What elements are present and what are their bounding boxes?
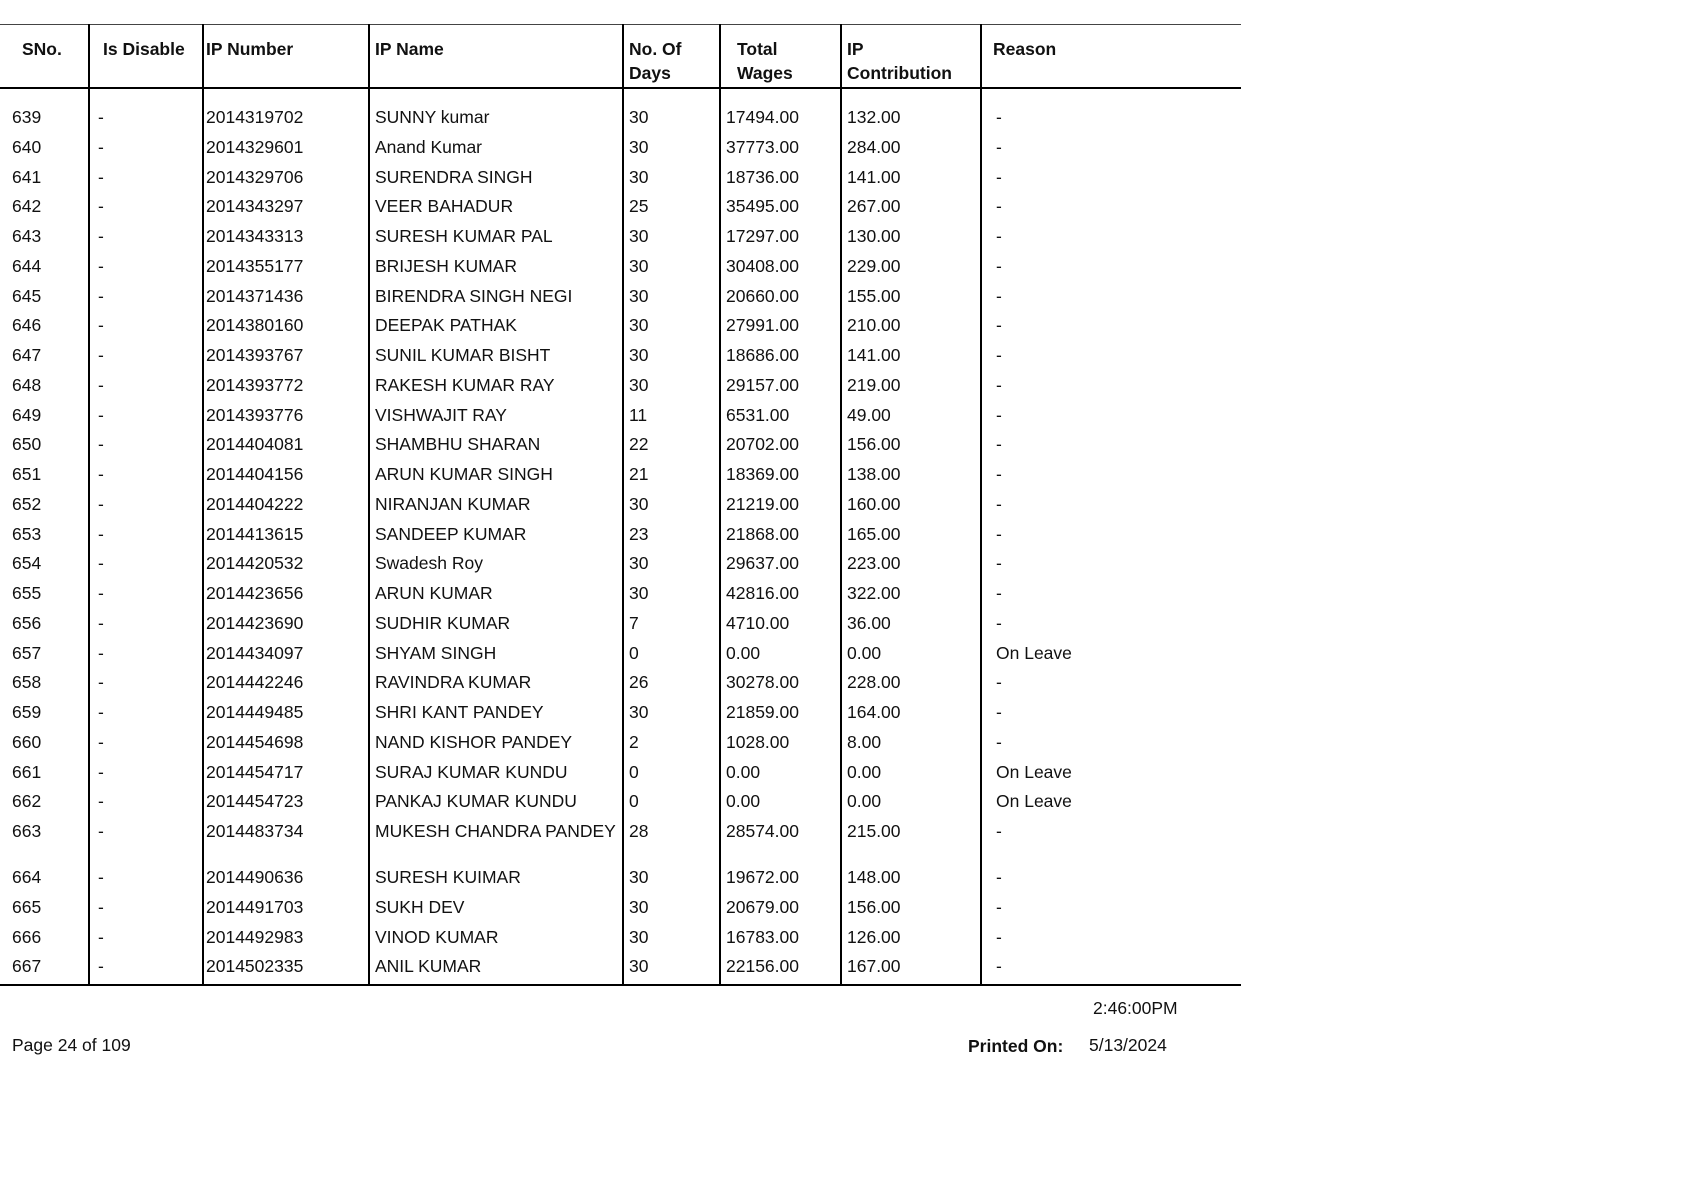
cell-is-disable: - xyxy=(89,761,203,791)
cell-ip-name: ANIL KUMAR xyxy=(369,955,623,985)
cell-ip-name: SUDHIR KUMAR xyxy=(369,612,623,642)
cell-ip-name: SURESH KUIMAR xyxy=(369,866,623,896)
cell-sno: 661 xyxy=(12,761,42,782)
cell-ip-name: SURESH KUMAR PAL xyxy=(369,225,623,255)
cell-total-wages: 17494.00 xyxy=(720,106,841,136)
cell-ip-name: SUNIL KUMAR BISHT xyxy=(369,344,623,374)
print-time: 2:46:00PM xyxy=(1093,998,1178,1018)
cell-reason: - xyxy=(981,820,1241,866)
cell-reason: - xyxy=(981,285,1241,315)
cell-sno: 644 xyxy=(12,255,42,276)
cell-ip-name: SUKH DEV xyxy=(369,896,623,926)
spacer-cell xyxy=(89,88,203,106)
cell-ip-name: PANKAJ KUMAR KUNDU xyxy=(369,790,623,820)
cell-sno: 666 xyxy=(12,926,42,947)
cell-reason: - xyxy=(981,612,1241,642)
cell-ip-name: SUNNY kumar xyxy=(369,106,623,136)
cell-total-wages: 28574.00 xyxy=(720,820,841,866)
cell-ip-contribution: 223.00 xyxy=(841,552,981,582)
cell-reason: - xyxy=(981,225,1241,255)
cell-no-of-days: 30 xyxy=(623,701,720,731)
cell-ip-number: 2014329706 xyxy=(203,166,369,196)
cell-no-of-days: 11 xyxy=(623,404,720,434)
cell-ip-contribution: 141.00 xyxy=(841,344,981,374)
cell-no-of-days: 21 xyxy=(623,463,720,493)
cell-total-wages: 20679.00 xyxy=(720,896,841,926)
cell-ip-contribution: 0.00 xyxy=(841,790,981,820)
cell-ip-name: BRIJESH KUMAR xyxy=(369,255,623,285)
cell-ip-name: SHYAM SINGH xyxy=(369,642,623,672)
cell-total-wages: 22156.00 xyxy=(720,955,841,985)
cell-ip-name: SURAJ KUMAR KUNDU xyxy=(369,761,623,791)
cell-no-of-days: 30 xyxy=(623,106,720,136)
cell-ip-contribution: 0.00 xyxy=(841,642,981,672)
cell-total-wages: 19672.00 xyxy=(720,866,841,896)
cell-is-disable: - xyxy=(89,166,203,196)
cell-sno: 641 xyxy=(12,166,42,187)
cell-ip-number: 2014454723 xyxy=(203,790,369,820)
cell-total-wages: 0.00 xyxy=(720,761,841,791)
table-row xyxy=(0,671,1241,701)
cell-ip-contribution: 138.00 xyxy=(841,463,981,493)
cell-ip-name: SHRI KANT PANDEY xyxy=(369,701,623,731)
cell-is-disable: - xyxy=(89,820,203,866)
cell-total-wages: 21859.00 xyxy=(720,701,841,731)
cell-ip-contribution: 132.00 xyxy=(841,106,981,136)
cell-ip-name: SANDEEP KUMAR xyxy=(369,523,623,553)
cell-total-wages: 21219.00 xyxy=(720,493,841,523)
cell-reason: - xyxy=(981,166,1241,196)
table-row xyxy=(0,463,1241,493)
spacer-cell xyxy=(203,88,369,106)
cell-sno: 650 xyxy=(12,434,42,455)
table-row xyxy=(0,166,1241,196)
cell-sno: 639 xyxy=(12,107,42,127)
cell-is-disable: - xyxy=(89,701,203,731)
cell-ip-number: 2014434097 xyxy=(203,642,369,672)
cell-ip-contribution: 36.00 xyxy=(841,612,981,642)
cell-is-disable: - xyxy=(89,552,203,582)
table-row xyxy=(0,106,1241,136)
cell-ip-name: SURENDRA SINGH xyxy=(369,166,623,196)
cell-reason: On Leave xyxy=(981,790,1241,820)
cell-sno: 648 xyxy=(12,374,42,395)
cell-sno: 646 xyxy=(12,315,42,336)
cell-ip-number: 2014393776 xyxy=(203,404,369,434)
cell-is-disable: - xyxy=(89,866,203,896)
cell-is-disable: - xyxy=(89,285,203,315)
cell-ip-contribution: 167.00 xyxy=(841,955,981,985)
cell-total-wages: 30278.00 xyxy=(720,671,841,701)
cell-no-of-days: 0 xyxy=(623,761,720,791)
cell-no-of-days: 0 xyxy=(623,642,720,672)
cell-ip-number: 2014404222 xyxy=(203,493,369,523)
cell-total-wages: 20660.00 xyxy=(720,285,841,315)
cell-is-disable: - xyxy=(89,106,203,136)
cell-no-of-days: 30 xyxy=(623,136,720,166)
cell-total-wages: 17297.00 xyxy=(720,225,841,255)
cell-sno: 659 xyxy=(12,702,42,722)
cell-is-disable: - xyxy=(89,463,203,493)
cell-no-of-days: 30 xyxy=(623,225,720,255)
header-days-line1: No. Of xyxy=(629,39,682,59)
cell-ip-number: 2014404081 xyxy=(203,433,369,463)
header-no-of-days xyxy=(623,25,720,89)
cell-no-of-days: 30 xyxy=(623,314,720,344)
cell-ip-number: 2014343313 xyxy=(203,225,369,255)
cell-ip-contribution: 8.00 xyxy=(841,731,981,761)
table-row xyxy=(0,642,1241,672)
cell-total-wages: 18736.00 xyxy=(720,166,841,196)
cell-reason: - xyxy=(981,731,1241,761)
cell-no-of-days: 2 xyxy=(623,731,720,761)
cell-no-of-days: 23 xyxy=(623,523,720,553)
cell-ip-number: 2014413615 xyxy=(203,523,369,553)
cell-no-of-days: 30 xyxy=(623,374,720,404)
contribution-table xyxy=(0,24,1241,986)
cell-ip-contribution: 228.00 xyxy=(841,671,981,701)
cell-no-of-days: 30 xyxy=(623,866,720,896)
cell-is-disable: - xyxy=(89,790,203,820)
cell-is-disable: - xyxy=(89,404,203,434)
cell-ip-contribution: 0.00 xyxy=(841,761,981,791)
cell-is-disable: - xyxy=(89,433,203,463)
cell-ip-contribution: 219.00 xyxy=(841,374,981,404)
header-wages-line1: Total xyxy=(737,39,778,59)
cell-is-disable: - xyxy=(89,955,203,985)
cell-reason: - xyxy=(981,926,1241,956)
cell-is-disable: - xyxy=(89,926,203,956)
cell-reason: - xyxy=(981,866,1241,896)
cell-total-wages: 42816.00 xyxy=(720,582,841,612)
spacer-cell xyxy=(623,88,720,106)
cell-no-of-days: 30 xyxy=(623,955,720,985)
page-number: Page 24 of 109 xyxy=(12,1035,131,1055)
cell-no-of-days: 25 xyxy=(623,195,720,225)
table-row xyxy=(0,612,1241,642)
cell-sno: 667 xyxy=(12,956,42,977)
header-sno: SNo. xyxy=(22,39,62,59)
cell-is-disable: - xyxy=(89,136,203,166)
cell-is-disable: - xyxy=(89,731,203,761)
header-contribution-line1: IP xyxy=(847,39,864,59)
cell-reason: - xyxy=(981,896,1241,926)
cell-total-wages: 16783.00 xyxy=(720,926,841,956)
table-row xyxy=(0,433,1241,463)
cell-sno: 643 xyxy=(12,226,42,246)
cell-is-disable: - xyxy=(89,344,203,374)
cell-reason: - xyxy=(981,404,1241,434)
cell-no-of-days: 28 xyxy=(623,820,720,866)
cell-no-of-days: 26 xyxy=(623,671,720,701)
cell-total-wages: 29157.00 xyxy=(720,374,841,404)
table-row xyxy=(0,136,1241,166)
cell-ip-number: 2014393767 xyxy=(203,344,369,374)
cell-is-disable: - xyxy=(89,612,203,642)
header-total-wages xyxy=(720,25,841,89)
cell-reason: On Leave xyxy=(981,761,1241,791)
printed-on-date: 5/13/2024 xyxy=(1089,1035,1167,1055)
cell-reason: - xyxy=(981,523,1241,553)
table-row xyxy=(0,493,1241,523)
cell-no-of-days: 30 xyxy=(623,552,720,582)
table-row xyxy=(0,404,1241,434)
cell-ip-number: 2014502335 xyxy=(203,955,369,985)
cell-no-of-days: 0 xyxy=(623,790,720,820)
spacer-cell xyxy=(841,88,981,106)
cell-ip-name: VEER BAHADUR xyxy=(369,195,623,225)
cell-sno: 660 xyxy=(12,731,42,752)
cell-sno: 640 xyxy=(12,136,42,157)
cell-no-of-days: 30 xyxy=(623,255,720,285)
cell-ip-name: VISHWAJIT RAY xyxy=(369,404,623,434)
cell-ip-number: 2014423656 xyxy=(203,582,369,612)
cell-is-disable: - xyxy=(89,314,203,344)
cell-sno: 664 xyxy=(12,867,42,887)
cell-sno: 642 xyxy=(12,196,42,217)
cell-ip-contribution: 267.00 xyxy=(841,195,981,225)
cell-ip-name: Anand Kumar xyxy=(369,136,623,166)
header-is-disable: Is Disable xyxy=(89,25,203,89)
cell-total-wages: 30408.00 xyxy=(720,255,841,285)
cell-sno: 658 xyxy=(12,672,42,693)
cell-is-disable: - xyxy=(89,374,203,404)
table-row xyxy=(0,790,1241,820)
header-ip-contribution xyxy=(841,25,981,89)
cell-sno: 651 xyxy=(12,464,42,484)
cell-sno: 645 xyxy=(12,285,42,306)
header-days-line2: Days xyxy=(629,63,671,83)
cell-ip-number: 2014454698 xyxy=(203,731,369,761)
table-row xyxy=(0,523,1241,553)
cell-total-wages: 20702.00 xyxy=(720,433,841,463)
cell-is-disable: - xyxy=(89,642,203,672)
table-row xyxy=(0,582,1241,612)
cell-ip-number: 2014454717 xyxy=(203,761,369,791)
cell-sno: 647 xyxy=(12,345,42,365)
cell-total-wages: 35495.00 xyxy=(720,195,841,225)
cell-no-of-days: 30 xyxy=(623,493,720,523)
ip-contribution-report xyxy=(0,24,1241,986)
cell-total-wages: 4710.00 xyxy=(720,612,841,642)
cell-ip-name: BIRENDRA SINGH NEGI xyxy=(369,285,623,315)
table-row xyxy=(0,314,1241,344)
cell-ip-name: VINOD KUMAR xyxy=(369,926,623,956)
cell-reason: - xyxy=(981,106,1241,136)
table-row xyxy=(0,195,1241,225)
cell-sno: 652 xyxy=(12,493,42,514)
table-row xyxy=(0,761,1241,791)
cell-reason: - xyxy=(981,493,1241,523)
cell-reason: - xyxy=(981,433,1241,463)
cell-total-wages: 27991.00 xyxy=(720,314,841,344)
table-row xyxy=(0,926,1241,956)
cell-ip-name: RAKESH KUMAR RAY xyxy=(369,374,623,404)
cell-no-of-days: 30 xyxy=(623,285,720,315)
cell-is-disable: - xyxy=(89,896,203,926)
header-spacer-row xyxy=(0,88,1241,106)
table-row xyxy=(0,731,1241,761)
spacer-cell xyxy=(369,88,623,106)
spacer-cell xyxy=(720,88,841,106)
table-row xyxy=(0,896,1241,926)
cell-ip-contribution: 156.00 xyxy=(841,433,981,463)
cell-is-disable: - xyxy=(89,195,203,225)
cell-ip-number: 2014371436 xyxy=(203,285,369,315)
cell-total-wages: 18369.00 xyxy=(720,463,841,493)
cell-ip-number: 2014491703 xyxy=(203,896,369,926)
cell-ip-number: 2014449485 xyxy=(203,701,369,731)
header-reason: Reason xyxy=(981,25,1241,89)
table-header xyxy=(0,25,1241,89)
cell-total-wages: 29637.00 xyxy=(720,552,841,582)
cell-sno: 662 xyxy=(12,791,42,812)
cell-ip-number: 2014442246 xyxy=(203,671,369,701)
cell-ip-contribution: 229.00 xyxy=(841,255,981,285)
cell-is-disable: - xyxy=(89,523,203,553)
table-row xyxy=(0,344,1241,374)
cell-sno: 649 xyxy=(12,404,42,425)
cell-ip-number: 2014492983 xyxy=(203,926,369,956)
table-row xyxy=(0,820,1241,866)
cell-sno: 657 xyxy=(12,642,42,663)
cell-ip-contribution: 284.00 xyxy=(841,136,981,166)
cell-total-wages: 0.00 xyxy=(720,642,841,672)
cell-ip-contribution: 164.00 xyxy=(841,701,981,731)
cell-is-disable: - xyxy=(89,671,203,701)
cell-total-wages: 0.00 xyxy=(720,790,841,820)
cell-total-wages: 18686.00 xyxy=(720,344,841,374)
cell-ip-name: ARUN KUMAR xyxy=(369,582,623,612)
cell-ip-number: 2014329601 xyxy=(203,136,369,166)
cell-reason: - xyxy=(981,255,1241,285)
cell-total-wages: 37773.00 xyxy=(720,136,841,166)
cell-ip-number: 2014490636 xyxy=(203,866,369,896)
cell-ip-contribution: 126.00 xyxy=(841,926,981,956)
cell-ip-name: MUKESH CHANDRA PANDEY xyxy=(369,820,623,866)
cell-ip-name: RAVINDRA KUMAR xyxy=(369,671,623,701)
header-ip-number: IP Number xyxy=(203,25,369,89)
cell-is-disable: - xyxy=(89,493,203,523)
table-body xyxy=(0,88,1241,985)
cell-no-of-days: 30 xyxy=(623,582,720,612)
cell-reason: - xyxy=(981,701,1241,731)
cell-no-of-days: 7 xyxy=(623,612,720,642)
cell-ip-name: NAND KISHOR PANDEY xyxy=(369,731,623,761)
table-row xyxy=(0,374,1241,404)
table-row xyxy=(0,955,1241,985)
cell-ip-name: ARUN KUMAR SINGH xyxy=(369,463,623,493)
cell-ip-name: NIRANJAN KUMAR xyxy=(369,493,623,523)
cell-sno: 665 xyxy=(12,896,42,917)
cell-total-wages: 1028.00 xyxy=(720,731,841,761)
cell-sno: 656 xyxy=(12,612,42,633)
cell-reason: - xyxy=(981,463,1241,493)
cell-ip-contribution: 156.00 xyxy=(841,896,981,926)
header-contribution-line2: Contribution xyxy=(847,63,952,83)
cell-ip-contribution: 210.00 xyxy=(841,314,981,344)
cell-ip-contribution: 160.00 xyxy=(841,493,981,523)
cell-ip-name: Swadesh Roy xyxy=(369,552,623,582)
cell-reason: - xyxy=(981,552,1241,582)
cell-ip-number: 2014393772 xyxy=(203,374,369,404)
cell-reason: - xyxy=(981,136,1241,166)
spacer-cell xyxy=(0,88,89,106)
cell-ip-number: 2014404156 xyxy=(203,463,369,493)
header-ip-name: IP Name xyxy=(369,25,623,89)
cell-ip-number: 2014420532 xyxy=(203,552,369,582)
cell-sno: 654 xyxy=(12,553,42,574)
cell-reason: - xyxy=(981,955,1241,985)
spacer-cell xyxy=(981,88,1241,106)
cell-total-wages: 21868.00 xyxy=(720,523,841,553)
cell-sno: 653 xyxy=(12,523,42,544)
printed-on-label: Printed On: xyxy=(968,1036,1064,1056)
cell-ip-number: 2014343297 xyxy=(203,195,369,225)
cell-reason: - xyxy=(981,582,1241,612)
cell-ip-contribution: 141.00 xyxy=(841,166,981,196)
cell-no-of-days: 30 xyxy=(623,166,720,196)
cell-ip-contribution: 322.00 xyxy=(841,582,981,612)
cell-ip-contribution: 49.00 xyxy=(841,404,981,434)
cell-ip-name: DEEPAK PATHAK xyxy=(369,314,623,344)
cell-reason: - xyxy=(981,314,1241,344)
cell-reason: - xyxy=(981,671,1241,701)
cell-total-wages: 6531.00 xyxy=(720,404,841,434)
cell-no-of-days: 30 xyxy=(623,344,720,374)
cell-ip-number: 2014355177 xyxy=(203,255,369,285)
cell-sno: 663 xyxy=(12,821,42,841)
cell-no-of-days: 30 xyxy=(623,896,720,926)
cell-reason: - xyxy=(981,195,1241,225)
cell-reason: - xyxy=(981,344,1241,374)
cell-ip-number: 2014319702 xyxy=(203,106,369,136)
cell-sno: 655 xyxy=(12,583,42,603)
cell-no-of-days: 22 xyxy=(623,433,720,463)
cell-ip-contribution: 165.00 xyxy=(841,523,981,553)
table-row xyxy=(0,285,1241,315)
cell-ip-contribution: 215.00 xyxy=(841,820,981,866)
header-wages-line2: Wages xyxy=(737,63,793,83)
cell-is-disable: - xyxy=(89,225,203,255)
cell-ip-contribution: 130.00 xyxy=(841,225,981,255)
cell-no-of-days: 30 xyxy=(623,926,720,956)
cell-ip-contribution: 155.00 xyxy=(841,285,981,315)
cell-reason: - xyxy=(981,374,1241,404)
cell-is-disable: - xyxy=(89,255,203,285)
cell-ip-name: SHAMBHU SHARAN xyxy=(369,433,623,463)
cell-ip-contribution: 148.00 xyxy=(841,866,981,896)
table-row xyxy=(0,552,1241,582)
cell-reason: On Leave xyxy=(981,642,1241,672)
cell-ip-number: 2014380160 xyxy=(203,314,369,344)
table-row xyxy=(0,255,1241,285)
cell-is-disable: - xyxy=(89,582,203,612)
cell-ip-number: 2014423690 xyxy=(203,612,369,642)
table-row xyxy=(0,701,1241,731)
cell-ip-number: 2014483734 xyxy=(203,820,369,866)
table-row xyxy=(0,866,1241,896)
table-row xyxy=(0,225,1241,255)
